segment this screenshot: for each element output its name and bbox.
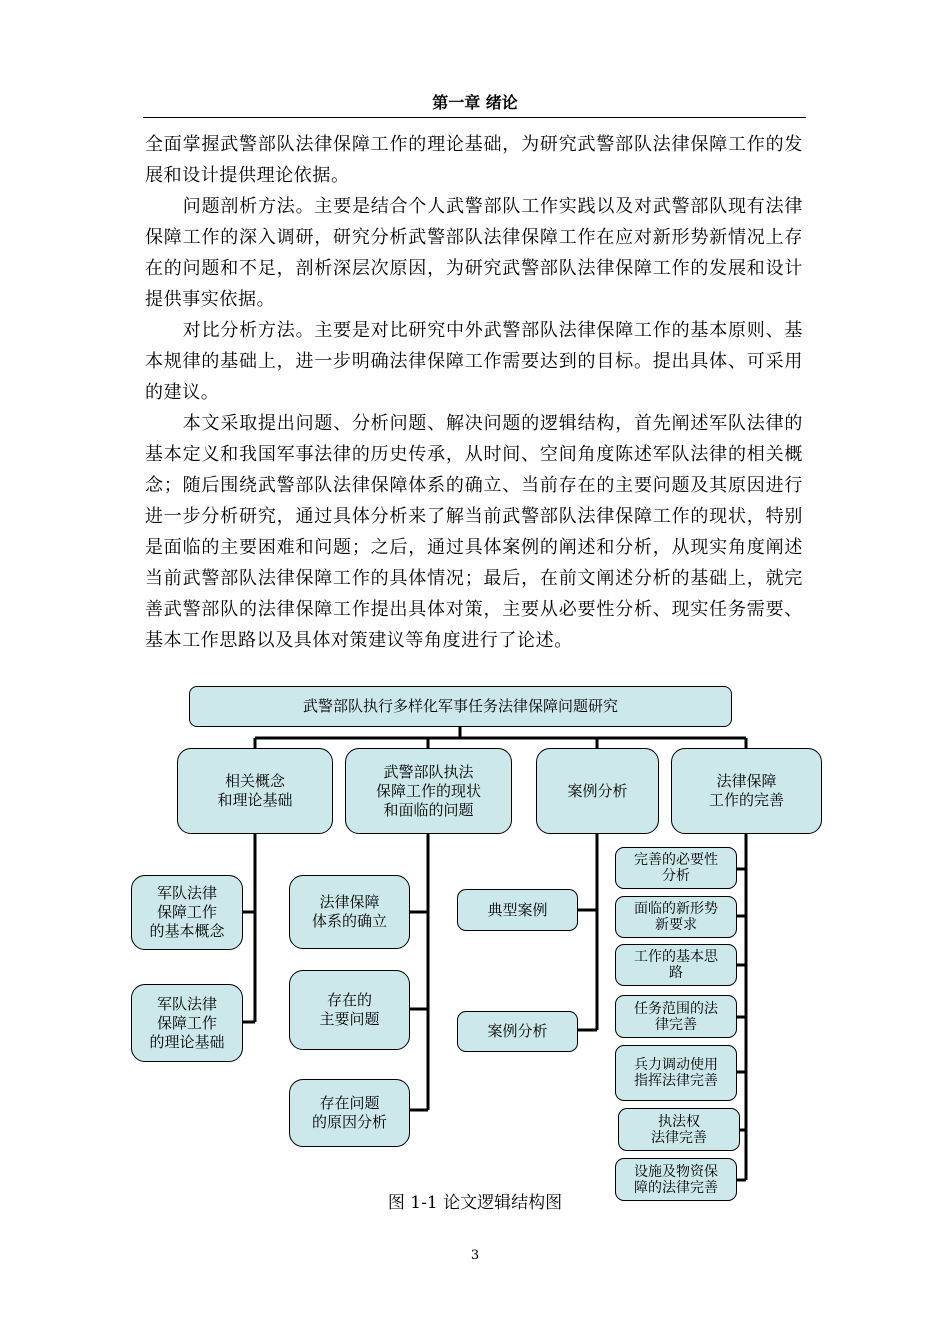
branch-node: 法律保障 工作的完善	[671, 748, 822, 834]
paragraph: 问题剖析方法。主要是结合个人武警部队工作实践以及对武警部队现有法律保障工作的深入调研，研究分析武警部队法律保障工作在应对新形势新情况上存在的问题和不足，剖析深层次原因，为研究武警部队法律保障工作的发展和设计提供事实依据。	[145, 196, 803, 310]
chapter-header: 第一章 绪论	[432, 93, 518, 112]
branch-node: 武警部队执法 保障工作的现状 和面临的问题	[345, 748, 512, 834]
paragraph: 本文采取提出问题、分析问题、解决问题的逻辑结构，首先阐述军队法律的基本定义和我国军事法律的历史传承，从时间、空间角度陈述军队法律的相关概念；随后围绕武警部队法律保障体系的确立、当前存在的主要问题及其原因进行进一步分析研究，通过具体分析来了解当前武警部队法律保障工作的现状，特别是面临的主要困难和问题；之后，通过具体案例的阐述和分析，从现实角度阐述当前武警部队法律保障工作的具体情况；最后，在前文阐述分析的基础上，就完善武警部队的法律保障工作提出具体对策，主要从必要性分析、现实任务需要、基本工作思路以及具体对策建议等角度进行了论述。	[145, 413, 803, 651]
page-number: 3	[470, 1248, 480, 1263]
leaf-node: 设施及物资保 障的法律完善	[615, 1158, 737, 1201]
leaf-node: 军队法律 保障工作 的理论基础	[131, 984, 243, 1062]
leaf-node: 案例分析	[457, 1011, 578, 1052]
leaf-node: 任务范围的法 律完善	[615, 995, 737, 1038]
leaf-node: 法律保障 体系的确立	[289, 875, 410, 949]
leaf-node: 存在问题 的原因分析	[289, 1079, 410, 1147]
paragraph: 全面掌握武警部队法律保障工作的理论基础，为研究武警部队法律保障工作的发展和设计提供理论依据。	[145, 134, 803, 186]
leaf-node: 军队法律 保障工作 的基本概念	[131, 875, 243, 950]
leaf-node: 工作的基本思 路	[615, 944, 737, 986]
leaf-node: 面临的新形势 新要求	[615, 896, 737, 938]
branch-node: 案例分析	[536, 748, 659, 834]
figure-caption: 图 1-1 论文逻辑结构图	[387, 1193, 563, 1213]
leaf-node: 存在的 主要问题	[289, 970, 410, 1050]
leaf-node: 执法权 法律完善	[618, 1108, 740, 1151]
diagram-root-node: 武警部队执行多样化军事任务法律保障问题研究	[189, 686, 732, 727]
paragraph: 对比分析方法。主要是对比研究中外武警部队法律保障工作的基本原则、基本规律的基础上，进一步明确法律保障工作需要达到的目标。提出具体、可采用的建议。	[145, 320, 803, 403]
leaf-node: 兵力调动使用 指挥法律完善	[615, 1045, 737, 1101]
branch-node: 相关概念 和理论基础	[177, 748, 333, 834]
leaf-node: 典型案例	[457, 889, 578, 931]
leaf-node: 完善的必要性 分析	[615, 847, 737, 889]
